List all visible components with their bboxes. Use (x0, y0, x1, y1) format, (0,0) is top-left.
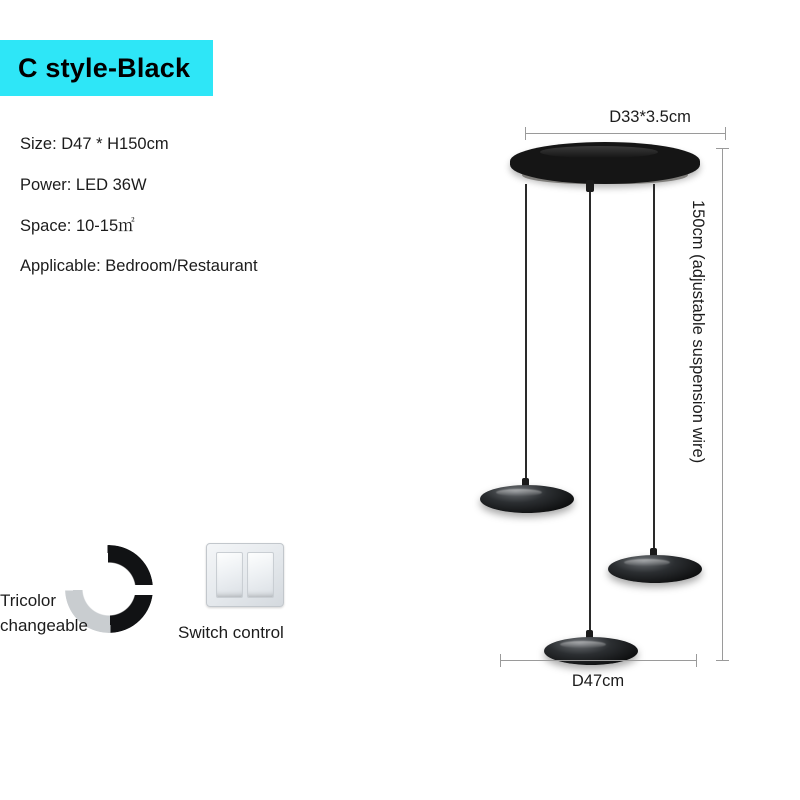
lamp-disc-upper-highlight (496, 489, 542, 496)
feature-tricolor-label-line1: Tricolor (0, 591, 57, 610)
product-illustration (470, 100, 790, 720)
style-title-text: C style-Black (18, 52, 191, 83)
spec-size: Size: D47 * H150cm (20, 135, 169, 153)
suspension-wire-1 (525, 184, 527, 492)
dimension-top-line (525, 133, 725, 134)
suspension-wire-2 (589, 192, 591, 642)
dimension-bottom-tick-left (500, 654, 501, 667)
spec-power: Power: LED 36W (20, 175, 147, 194)
lamp-disc-lower-highlight (560, 641, 606, 648)
dimension-bottom-tick-right (696, 654, 697, 667)
dimension-right-tick-bottom (716, 660, 729, 661)
spec-space: Space: 10-15㎡ (20, 216, 135, 235)
dimension-top-tick-right (725, 127, 726, 140)
switch-rocker-left (216, 552, 243, 598)
canopy-highlight (540, 146, 658, 158)
specification-list (20, 135, 440, 298)
dimension-top-label: D33*3.5cm (609, 108, 691, 126)
dimension-bottom-label: D47cm (571, 672, 625, 690)
feature-tricolor-label-line2: changeable (0, 615, 88, 635)
dimension-top-tick-left (525, 127, 526, 140)
feature-switch-label: Switch control (178, 623, 284, 642)
wall-switch-icon (206, 543, 284, 607)
spec-applicable: Applicable: Bedroom/Restaurant (20, 257, 258, 276)
lamp-disc-middle-highlight (624, 559, 670, 566)
feature-tricolor (0, 545, 170, 655)
feature-switch (178, 543, 378, 643)
feature-tricolor-label (0, 589, 120, 638)
style-title-badge (0, 40, 213, 96)
switch-rocker-right (247, 552, 274, 598)
dimension-right-label: 150cm (adjustable suspension wire) (689, 200, 707, 464)
dimension-bottom-line (500, 660, 696, 661)
dimension-right-tick-top (716, 148, 729, 149)
canopy-connector (586, 180, 594, 192)
suspension-wire-3 (653, 184, 655, 556)
dimension-right-line (722, 148, 723, 660)
